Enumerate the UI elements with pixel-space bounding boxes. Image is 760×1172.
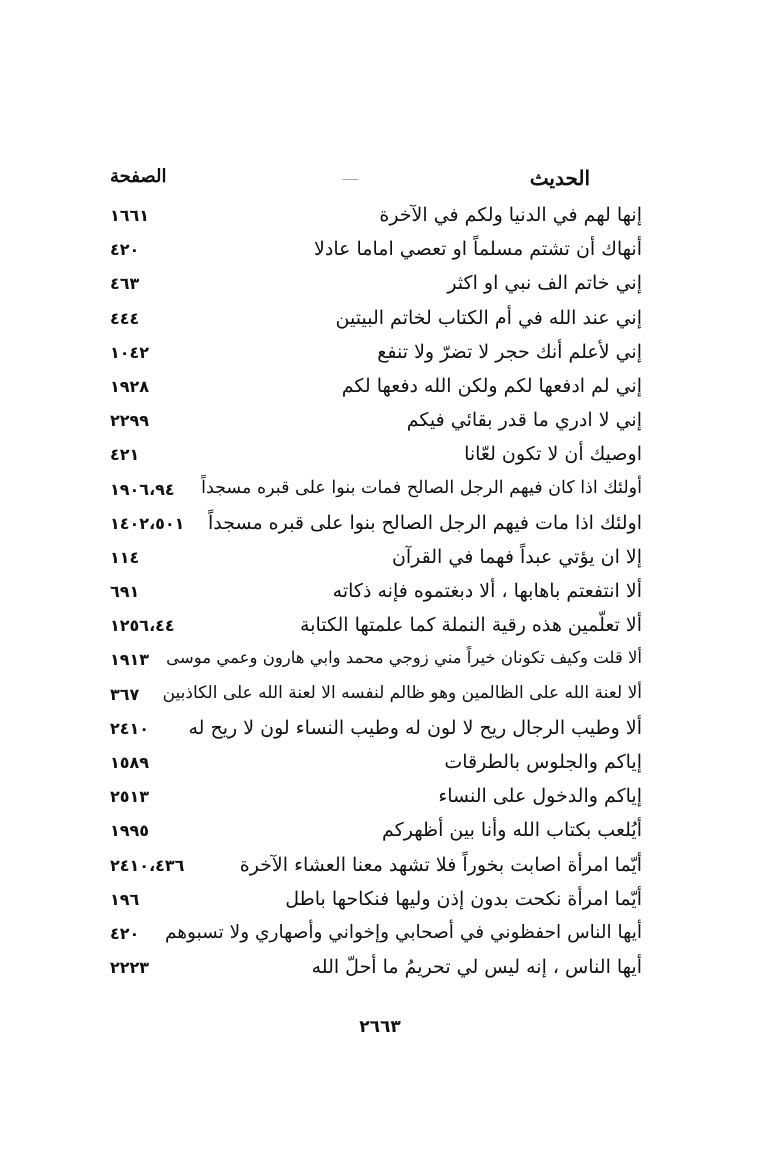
index-row	[110, 268, 642, 302]
hadith-column-heading: الحديث	[529, 166, 590, 190]
hadith-text: إني لأعلم أنك حجر لا تضرّ ولا تنفع	[377, 340, 642, 363]
index-row	[110, 918, 642, 952]
hadith-text: أنهاك أن تشتم مسلماً او تعصي اماما عادلا	[314, 238, 642, 261]
index-row	[110, 781, 642, 815]
page-reference: ١٩٩٥	[110, 821, 150, 841]
hadith-text: إني لم ادفعها لكم ولكن الله دفعها لكم	[341, 374, 642, 397]
index-row	[110, 713, 642, 747]
header-ornament: ⸺	[342, 174, 359, 185]
hadith-text: إني لا ادري ما قدر بقائي فيكم	[406, 409, 642, 432]
index-row	[110, 200, 642, 234]
page-reference: ١١٤	[110, 547, 140, 567]
hadith-text: ألا وطيب الرجال ريح لا لون له وطيب النساء لون لا ريح له	[188, 716, 642, 739]
index-row	[110, 884, 642, 918]
page-reference: ١٦٦١	[110, 206, 150, 225]
hadith-text: اوصيك أن لا تكون لعّانا	[464, 443, 642, 466]
hadith-text: أيّما امرأة نكحت بدون إذن وليها فنكاحها باطل	[285, 887, 642, 910]
hadith-text: إني خاتم الف نبي او اكثر	[447, 272, 642, 295]
page-reference: ٤٦٣	[110, 274, 140, 294]
index-row	[110, 508, 642, 542]
page-number: ٢٦٦٣	[359, 1017, 401, 1037]
index-row	[110, 815, 642, 849]
index-row	[110, 610, 642, 644]
page-reference: ٢٥١٣	[110, 787, 150, 807]
page-reference: ١٠٤٢	[110, 342, 150, 362]
index-row	[110, 850, 642, 884]
page-reference: ١٥٨٩	[110, 753, 150, 772]
page-reference: ٣٦٧	[110, 684, 140, 704]
page-reference: ٢٢٩٩	[110, 411, 150, 431]
hadith-text: ألا تعلّمين هذه رقية النملة كما علمتها الكتابة	[300, 614, 642, 637]
hadith-text: ألا انتفعتم باهابها ، ألا دبغتموه فإنه ذكاته	[332, 580, 642, 603]
page-reference: ١٩٦	[110, 889, 140, 909]
hadith-text: أيها الناس ، إنه ليس لي تحريمُ ما أحلّ الله	[311, 956, 642, 979]
index-row	[110, 405, 642, 439]
index-row	[110, 747, 642, 781]
page-reference: ٦٩١	[110, 582, 140, 602]
page-column-heading: الصفحة	[110, 166, 167, 187]
hadith-text: أولئك اذا كان فيهم الرجل الصالح فمات بنوا على قبره مسجداً	[201, 477, 642, 498]
hadith-text: إلا ان يؤتي عبداً فهما في القرآن	[391, 545, 642, 568]
hadith-text: أيها الناس احفظوني في أصحابي وإخواني وأصهاري ولا تسبوهم	[164, 921, 642, 943]
index-row	[110, 439, 642, 473]
index-row	[110, 952, 642, 986]
hadith-text: إياكم والجلوس بالطرقات	[444, 751, 642, 773]
hadith-text: ألا لعنة الله على الظالمين وهو ظالم لنفسه الا لعنة الله على الكاذبين	[162, 682, 642, 703]
index-row	[110, 542, 642, 576]
page-reference: ١٩٠٦،٩٤	[110, 479, 175, 499]
page-reference: ١٩١٣	[110, 650, 150, 670]
hadith-text: ألا قلت وكيف تكونان خيراً مني زوجي محمد وابي هارون وعمي موسى	[166, 648, 642, 668]
index-row	[110, 303, 642, 337]
page-reference: ٤٢٠	[110, 240, 140, 260]
index-row	[110, 644, 642, 678]
hadith-text: أيّما امرأة اصابت بخوراً فلا تشهد معنا العشاء الآخرة	[239, 853, 642, 876]
page-reference: ١٩٢٨	[110, 376, 150, 396]
index-row	[110, 337, 642, 371]
index-row	[110, 679, 642, 713]
index-row	[110, 576, 642, 610]
hadith-text: اولئك اذا مات فيهم الرجل الصالح بنوا على قبره مسجداً	[208, 511, 642, 534]
page-reference: ٤٤٤	[110, 308, 140, 328]
hadith-text: إني عند الله في أم الكتاب لخاتم البيتين	[335, 306, 642, 329]
hadith-index-list	[110, 200, 642, 986]
hadith-text: إياكم والدخول على النساء	[438, 785, 642, 808]
page-reference: ١٤٠٢،٥٠١	[110, 513, 185, 533]
page-reference: ٢٤١٠،٤٣٦	[110, 855, 185, 875]
page-reference: ١٢٥٦،٤٤	[110, 616, 175, 636]
index-row	[110, 371, 642, 405]
index-row	[110, 234, 642, 268]
page-reference: ٢٢٢٣	[110, 958, 150, 978]
index-row	[110, 474, 642, 508]
hadith-text: أيُلعب بكتاب الله وأنا بين أظهركم	[382, 819, 642, 842]
index-header	[110, 166, 590, 196]
page-reference: ٤٢٠	[110, 923, 140, 943]
hadith-text: إنها لهم في الدنيا ولكم في الآخرة	[379, 204, 642, 226]
page-reference: ٢٤١٠	[110, 718, 150, 738]
page-reference: ٤٢١	[110, 445, 140, 465]
